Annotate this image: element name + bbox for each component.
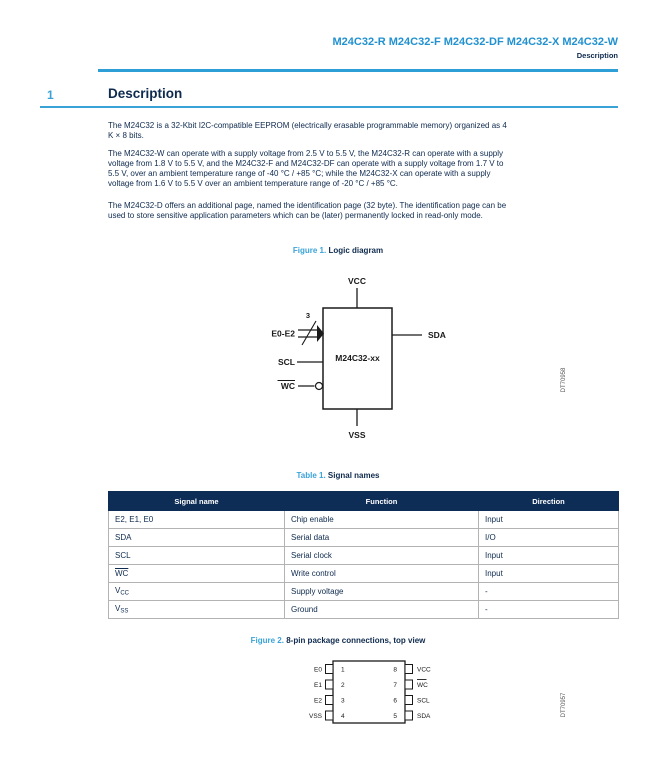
table-row — [109, 583, 619, 601]
cell-function: Chip enable — [285, 511, 479, 529]
pin-stub-left — [326, 696, 334, 705]
pin-number-left: 2 — [341, 682, 345, 689]
table-row — [109, 511, 619, 529]
pin-right-label: VCC — [417, 666, 431, 674]
cell-function: Ground — [285, 601, 479, 619]
package-pinout-diagram — [280, 652, 580, 747]
text-line: used to store sensitive application parameters which can be (later) permanently locked in read-only mode. — [108, 211, 483, 220]
figure2-caption-label: Figure 2. — [250, 636, 284, 645]
sda-label: SDA — [428, 330, 446, 340]
pin-number-left: 4 — [341, 713, 345, 720]
table-row — [109, 529, 619, 547]
paragraph-3 — [108, 201, 620, 221]
pin-right-label: WC — [417, 682, 428, 689]
cell-direction: - — [479, 601, 619, 619]
cell-signal-name: SCL — [109, 547, 285, 565]
pin-number-right: 7 — [393, 682, 397, 689]
cell-direction: Input — [479, 565, 619, 583]
table1-caption-label: Table 1. — [296, 471, 326, 480]
pin-stub-right — [405, 711, 413, 720]
pin-number-right: 8 — [393, 666, 397, 674]
cell-signal-name: $V_{CC}$ — [109, 583, 285, 601]
header-section-label: Description — [576, 51, 618, 60]
chip-name-label: M24C32-xx — [335, 353, 380, 363]
table1-caption — [108, 471, 568, 480]
cell-signal-name: SDA — [109, 529, 285, 547]
vcc-label: VCC — [348, 276, 366, 286]
text-line: The M24C32 is a 32-Kbit I2C-compatible EEPROM (electrically erasable programmable memory) organized as 4 — [108, 121, 507, 130]
table-row — [109, 547, 619, 565]
pin-right-label: SCL — [417, 697, 430, 705]
text-line: voltage from 1.8 V to 5.5 V, and the M24C32-F and M24C32-DF can operate with a supply voltage from 1.7 V to — [108, 159, 504, 168]
cell-function: Serial clock — [285, 547, 479, 565]
cell-signal-name: E2, E1, E0 — [109, 511, 285, 529]
column-header-signal-name: Signal name — [109, 492, 285, 511]
column-header-function: Function — [285, 492, 479, 511]
wc-label: WC — [280, 381, 295, 391]
text-line: The M24C32-W can operate with a supply voltage from 2.5 V to 5.5 V, the M24C32-R can operate with a supply — [108, 149, 504, 158]
signal-names-table — [108, 491, 619, 619]
pin-left-label: E1 — [314, 682, 322, 689]
pin-number-left: 3 — [341, 697, 345, 705]
figure2-caption — [108, 636, 568, 645]
cell-direction: - — [479, 583, 619, 601]
cell-signal-name: $\overline{WC}$ — [109, 565, 285, 583]
figure1-caption — [108, 246, 568, 255]
figure2-caption-title: 8-pin package connections, top view — [286, 636, 426, 645]
text-line: The M24C32-D offers an additional page, named the identification page (32 byte). The identification page can be — [108, 201, 507, 210]
pin-stub-right — [405, 696, 413, 705]
pin-stub-left — [326, 665, 334, 674]
scl-label: SCL — [278, 357, 295, 367]
paragraph-1 — [108, 121, 620, 141]
figure1-watermark: DT70958 — [561, 367, 567, 393]
cell-function: Serial data — [285, 529, 479, 547]
vss-label: VSS — [348, 430, 366, 440]
section-number: 1 — [47, 88, 54, 102]
bus-slash — [302, 321, 316, 345]
table1-caption-title: Signal names — [327, 471, 380, 480]
pin-stub-left — [326, 711, 334, 720]
pin-number-left: 1 — [341, 666, 345, 674]
cell-direction: I/O — [479, 529, 619, 547]
cell-function: Write control — [285, 565, 479, 583]
header-rule — [98, 69, 618, 72]
pin-stub-right — [405, 680, 413, 689]
section-title: Description — [108, 86, 183, 101]
pin-left-label: E2 — [314, 697, 322, 705]
text-line: 5.5 V, over an ambient temperature range of -40 °C / +85 °C; while the M24C32-X can operate with a supply — [108, 169, 491, 178]
column-header-direction: Direction — [479, 492, 619, 511]
figure1-caption-label: Figure 1. — [292, 246, 327, 255]
section-rule — [40, 106, 618, 108]
page-title: M24C32-R M24C32-F M24C32-DF M24C32-X M24C32-W — [332, 36, 618, 48]
cell-signal-name: $V_{SS}$ — [109, 601, 285, 619]
wc-inversion-bubble — [316, 383, 323, 390]
pin-left-label: E0 — [314, 666, 322, 674]
logic-diagram — [250, 268, 580, 448]
paragraph-2 — [108, 149, 620, 189]
pin-left-label: VSS — [308, 713, 322, 720]
pin-right-label: SDA — [417, 713, 431, 720]
cell-function: Supply voltage — [285, 583, 479, 601]
enable-bus-label: E0-E2 — [271, 328, 295, 339]
text-line: voltage from 1.6 V to 5.5 V over an ambient temperature range of -20 °C / +85 °C. — [108, 179, 398, 188]
pin-number-right: 6 — [393, 697, 397, 705]
bus-width-label: 3 — [305, 311, 311, 320]
pin-stub-right — [405, 665, 413, 674]
table-row — [109, 601, 619, 619]
table-row — [109, 565, 619, 583]
cell-direction: Input — [479, 547, 619, 565]
pin-number-right: 5 — [393, 713, 397, 720]
table-header-row — [109, 492, 619, 511]
cell-direction: Input — [479, 511, 619, 529]
text-line: K × 8 bits. — [108, 131, 144, 140]
figure2-watermark: DT70957 — [561, 692, 567, 718]
figure1-caption-title: Logic diagram — [328, 246, 384, 255]
pin-stub-left — [326, 680, 334, 689]
